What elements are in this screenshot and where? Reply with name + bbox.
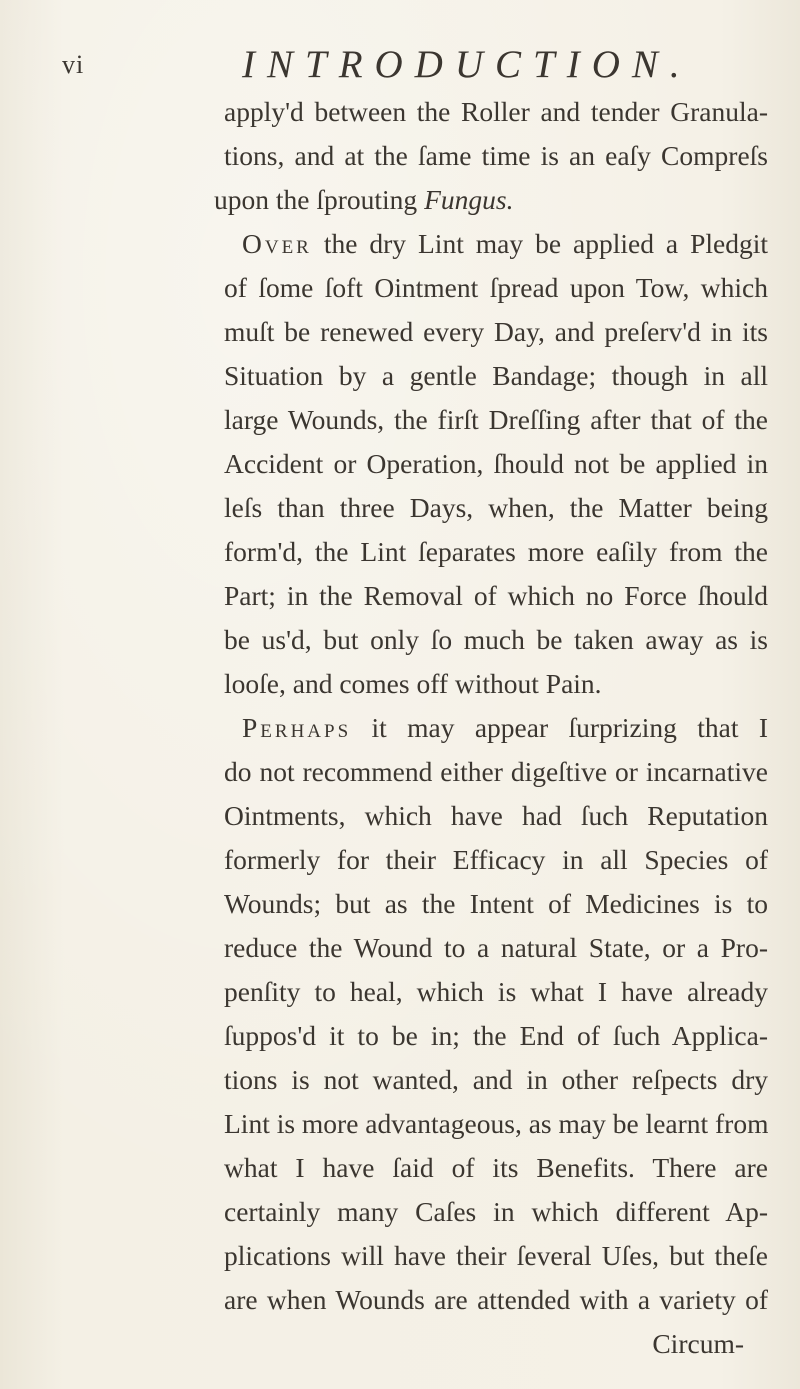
- paragraph-first-line: [224, 222, 768, 266]
- text-line: certainly many Caſes in which different Ap-: [224, 1196, 768, 1227]
- running-head: INTRODUCTION.: [242, 43, 692, 86]
- text-line: tions, and at the ſame time is an eaſy Compreſs: [224, 140, 768, 171]
- text-fragment: it may appear ſurprizing that I: [351, 712, 768, 743]
- text-line: tions is not wanted, and in other reſpects dry: [224, 1064, 768, 1095]
- text-line: Situation by a gentle Bandage; though in all: [224, 360, 768, 391]
- text-line: ſuppos'd it to be in; the End of ſuch Applica-: [224, 1020, 768, 1051]
- text-line: be us'd, but only ſo much be taken away as is: [224, 624, 768, 655]
- small-caps-lead-word: Perhaps: [242, 712, 352, 743]
- text-line: reduce the Wound to a natural State, or a Pro-: [224, 932, 768, 963]
- text-fragment: upon the ſprouting: [214, 184, 425, 215]
- text-line: [214, 178, 768, 222]
- text-line: of ſome ſoft Ointment ſpread upon Tow, which: [224, 272, 768, 303]
- italic-word: Fungus.: [424, 184, 514, 215]
- text-line: do not recommend either digeſtive or incarnative: [224, 756, 768, 787]
- text-line: Wounds; but as the Intent of Medicines is to: [224, 888, 768, 919]
- text-line: Accident or Operation, ſhould not be applied in: [224, 448, 768, 479]
- text-line: Lint is more advantageous, as may be learnt from: [224, 1108, 768, 1139]
- small-caps-lead-word: Over: [242, 228, 312, 259]
- text-fragment: the dry Lint may be applied a Pledgit: [311, 228, 768, 259]
- text-line: are when Wounds are attended with a variety of: [224, 1284, 768, 1315]
- text-line: apply'd between the Roller and tender Granula-: [224, 96, 768, 127]
- text-line: what I have ſaid of its Benefits. There are: [224, 1152, 768, 1183]
- body-text: [214, 90, 768, 1366]
- text-line: large Wounds, the firſt Dreſſing after that of the: [224, 404, 768, 435]
- text-line: Ointments, which have had ſuch Reputation: [224, 800, 768, 831]
- text-line: plications will have their ſeveral Uſes, but theſe: [224, 1240, 768, 1271]
- text-line: muſt be renewed every Day, and preſerv'd in its: [224, 316, 768, 347]
- text-line: leſs than three Days, when, the Matter being: [224, 492, 768, 523]
- text-line: penſity to heal, which is what I have already: [224, 976, 768, 1007]
- paragraph-first-line: [224, 706, 768, 750]
- text-line: formerly for their Efficacy in all Species of: [224, 844, 768, 875]
- text-line: form'd, the Lint ſeparates more eaſily from the: [224, 536, 768, 567]
- text-line: Part; in the Removal of which no Force ſhould: [224, 580, 768, 611]
- catchword: Circum-: [652, 1328, 744, 1359]
- text-line: looſe, and comes off without Pain.: [224, 668, 602, 699]
- page-number: vi: [62, 50, 85, 79]
